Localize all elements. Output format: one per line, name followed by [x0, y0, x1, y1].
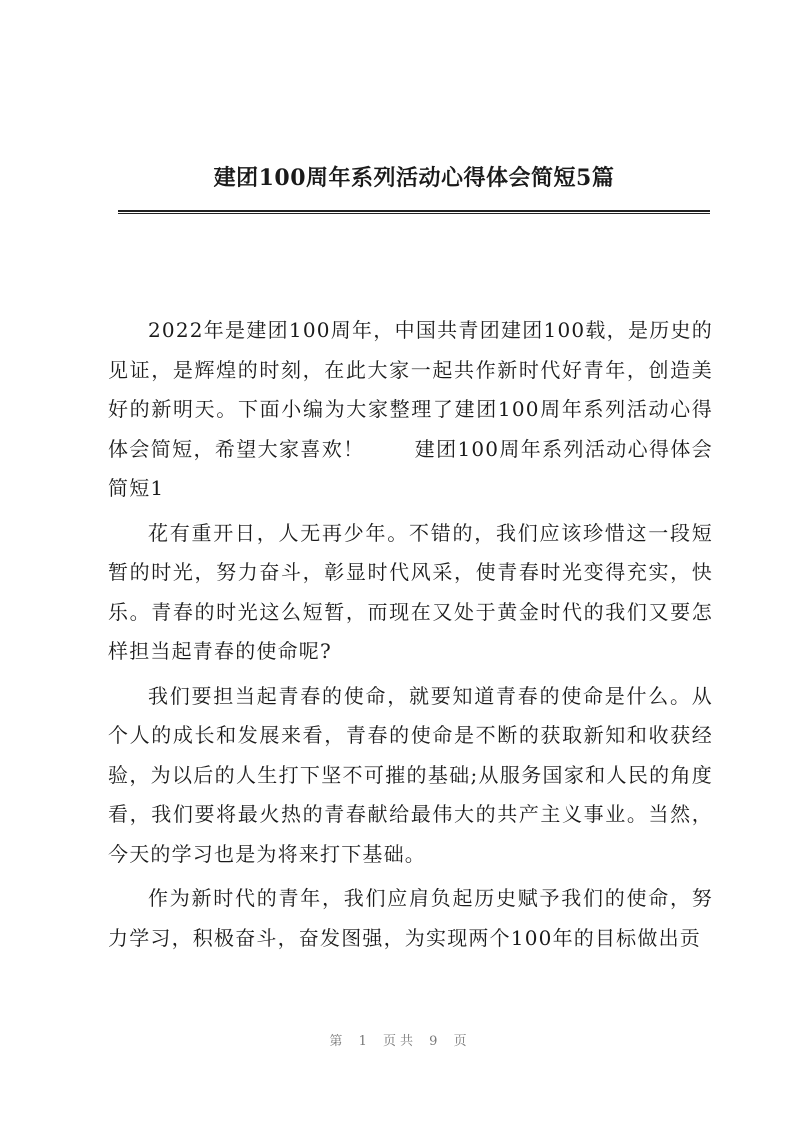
total-pages-number: 9: [429, 1034, 442, 1049]
body-paragraph: 花有重开日，人无再少年。不错的，我们应该珍惜这一段短暂的时光，努力奋斗，彰显时代风采，使青春时光变得充实，快乐。青春的时光这么短暂，而现在又处于黄金时代的我们又要怎样担当起青春的使命呢?: [108, 520, 713, 663]
footer-middle: 页共: [382, 1034, 417, 1049]
page-footer: [0, 1030, 800, 1049]
current-page-number: 1: [358, 1034, 371, 1049]
document-body: [108, 311, 713, 963]
body-paragraph: 作为新时代的青年，我们应肩负起历史赋予我们的使命，努力学习，积极奋斗，奋发图强，为实现两个100年的目标做出贡: [108, 886, 713, 950]
section-heading: 建团100周年系列活动心得体会简短1: [108, 436, 713, 500]
footer-prefix: 第: [329, 1034, 347, 1049]
body-paragraph: 我们要担当起青春的使命，就要知道青春的使命是什么。从个人的成长和发展来看，青春的使命是不断的获取新知和收获经验，为以后的人生打下坚不可摧的基础;从服务国家和人民的角度看，我们要将最火热的青春献给最伟大的共产主义事业。当然，今天的学习也是为将来打下基础。: [108, 683, 713, 866]
footer-suffix: 页: [453, 1034, 471, 1049]
title-divider: [118, 210, 710, 214]
intro-paragraph: [108, 311, 713, 509]
document-title: 建团100周年系列活动心得体会简短5篇: [213, 165, 615, 191]
intro-text: 2022年是建团100周年，中国共青团建团100载，是历史的见证，是辉煌的时刻，在此大家一起共作新时代好青年，创造美好的新明天。下面小编为大家整理了建团100周年系列活动心得体会简短，希望大家喜欢！: [108, 318, 713, 461]
